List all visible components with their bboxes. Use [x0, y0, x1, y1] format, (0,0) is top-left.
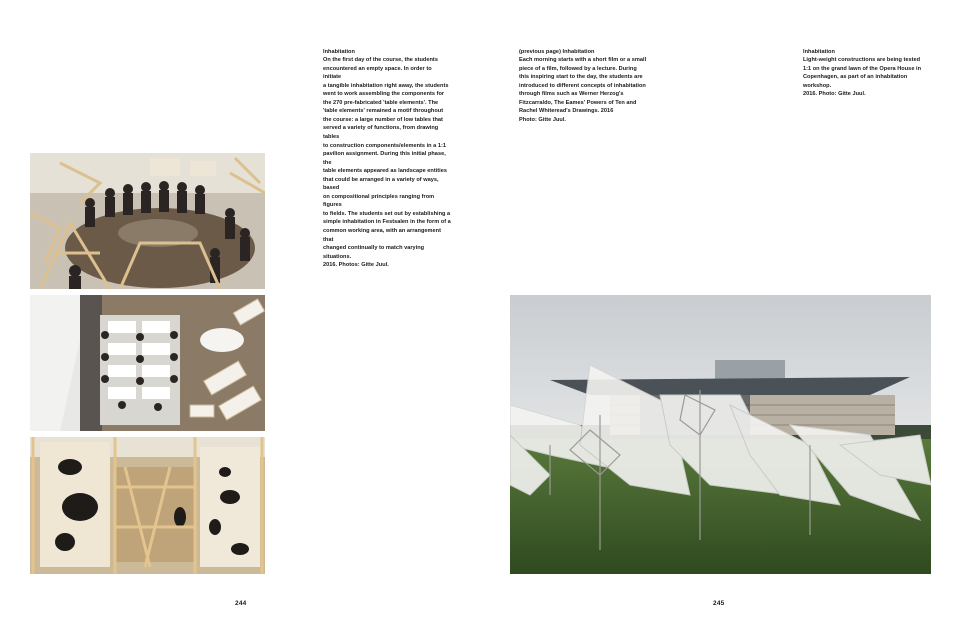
- caption-inhabitation-first-day: [323, 39, 451, 270]
- photo-opera-house-lawn-structures: [510, 295, 931, 574]
- caption-title: Inhabitation: [803, 48, 835, 55]
- caption-body: On the first day of the course, the students encountered an empty space. In order to initiate a tangible inhabitation right away, the students went to work assembling the components for the 270 pre-fabricated 'table elements'. The 'table elements' remained a motif throughout the course: a large number of low tables that served a variety of functions, from drawing tables to construction components/elements in a 1:1 pavilion assignment. During this initial phase, the table elements appeared as landscape entities that could be arranged in a variety of ways, based on compositional principles ranging from figures to fields. The students set out by establishing a simple inhabitation in Festsalen in the form of a common working area, with an arrangement that changed continually to match varying situations. 2016. Photos: Gitte Juul.: [323, 57, 451, 269]
- photo-ink-drawings-frames: [30, 437, 265, 574]
- caption-inhabitation-morning-films: [519, 39, 649, 124]
- photo-working-tables-aerial: [30, 295, 265, 431]
- page-number-right: 245: [713, 600, 725, 607]
- caption-body: Each morning starts with a short film or a small piece of a film, followed by a lecture. During this inspiring start to the day, the students are introduced to different concepts of inhabitation through films such as Werner Herzog's Fitzcarraldo, The Eames' Powers of Ten and Rachel Whiteread's Drawings. 2016 Photo: Gitte Juul.: [519, 57, 647, 123]
- caption-inhabitation-opera-lawn: [803, 39, 933, 99]
- caption-title: Inhabitation: [323, 48, 355, 55]
- caption-title: (previous page) Inhabitation: [519, 48, 595, 55]
- caption-body: Light-weight constructions are being tested 1:1 on the grand lawn of the Opera House in Copenhagen, as part of an inhabitation workshop. 2016. Photo: Gitte Juul.: [803, 57, 922, 98]
- photo-students-gathering: [30, 153, 265, 289]
- page-number-left: 244: [235, 600, 247, 607]
